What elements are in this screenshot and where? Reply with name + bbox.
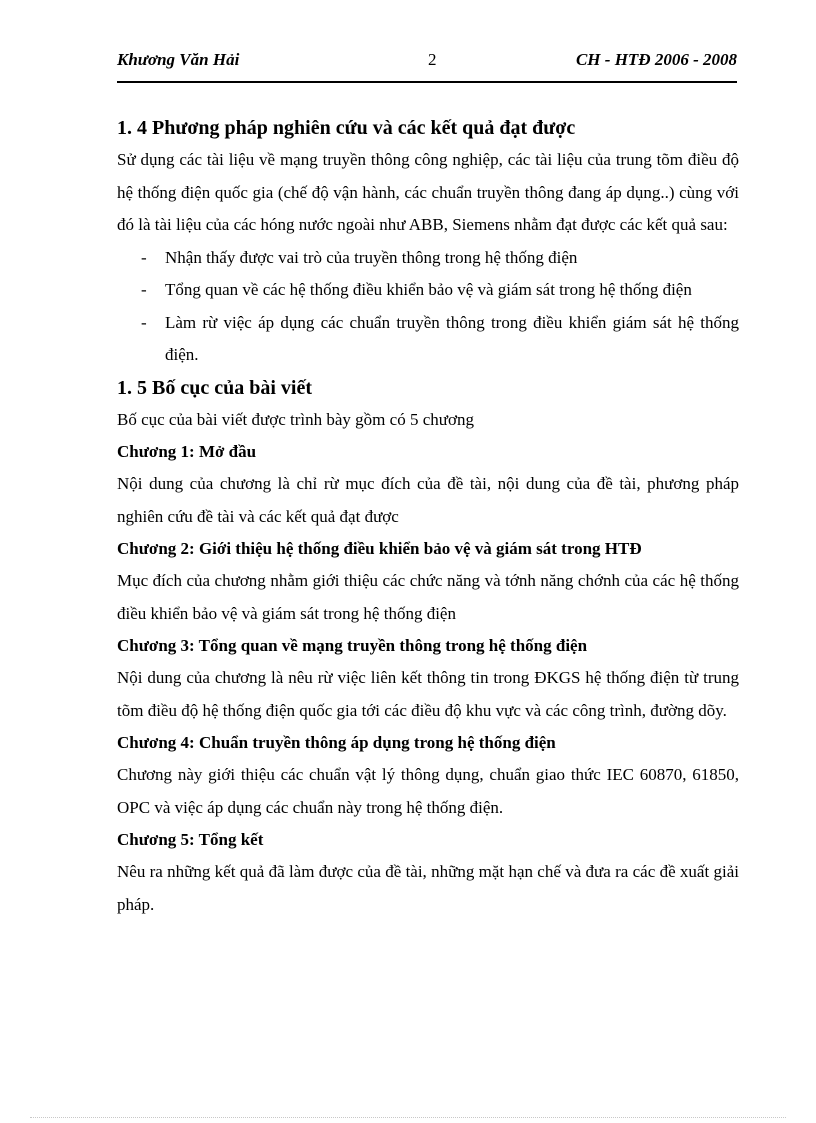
header-author: Khương Văn Hải	[117, 50, 240, 69]
page-header	[117, 46, 737, 76]
chapter-1-title: Chương 1: Mở đầu	[117, 442, 257, 461]
chapter-2-text: Mục đích của chương nhằm giới thiệu các chức năng và tớnh năng chớnh của các hệ thống điều khiển bảo vệ và giám sát trong hệ thống điện	[117, 571, 739, 623]
list-item	[117, 307, 739, 372]
header-course: CH - HTĐ 2006 - 2008	[575, 50, 737, 69]
results-list	[117, 242, 739, 372]
page-bottom-border	[30, 1117, 786, 1118]
list-item	[117, 242, 739, 275]
chapter-5-text: Nêu ra những kết quả đã làm được của đề tài, những mặt hạn chế và đưa ra các đề xuất giải pháp.	[117, 862, 739, 914]
list-item-text: Làm rừ việc áp dụng các chuẩn truyền thông trong điều khiển giám sát hệ thống điện.	[165, 312, 739, 364]
chapter-3-title: Chương 3: Tổng quan về mạng truyền thông trong hệ thống điện	[117, 636, 588, 655]
chapter-4-text: Chương này giới thiệu các chuẩn vật lý thông dụng, chuẩn giao thức IEC 60870, 61850, OPC và việc áp dụng các chuẩn này trong hệ thống điện.	[117, 765, 739, 817]
list-item	[117, 274, 739, 307]
section-1-4-intro: Sử dụng các tài liệu về mạng truyền thông công nghiệp, các tài liệu của trung tõm điều độ hệ thống điện quốc gia (chế độ vận hành, các chuẩn truyền thông đang áp dụng..) cùng với đó là tài liệu của các hóng nước ngoài như ABB, Siemens nhằm đạt được các kết quả sau:	[117, 150, 739, 234]
chapter-3-text: Nội dung của chương là nêu rừ việc liên kết thông tin trong ĐKGS hệ thống điện từ trung tõm điều độ hệ thống điện quốc gia tới các điều độ khu vực và các công trình, đường dõy.	[117, 668, 739, 720]
section-1-5-title: 1. 5 Bố cục của bài viết	[117, 376, 312, 399]
bullet-marker: -	[141, 247, 147, 267]
chapter-5-title: Chương 5: Tổng kết	[117, 830, 264, 849]
chapter-1-text: Nội dung của chương là chỉ rừ mục đích của đề tài, nội dung của đề tài, phương pháp nghiên cứu đề tài và các kết quả đạt được	[117, 474, 739, 526]
page-number: 2	[428, 50, 437, 69]
section-1-5-intro: Bố cục của bài viết được trình bày gồm có 5 chương	[117, 409, 474, 429]
bullet-marker: -	[141, 280, 147, 299]
document-body	[117, 112, 739, 921]
bullet-marker: -	[141, 312, 147, 332]
chapter-4-title: Chương 4: Chuẩn truyền thông áp dụng trong hệ thống điện	[117, 733, 556, 752]
chapter-2-title: Chương 2: Giới thiệu hệ thống điều khiển bảo vệ và giám sát trong HTĐ	[117, 539, 642, 558]
list-item-text: Nhận thấy được vai trò của truyền thông trong hệ thống điện	[165, 247, 578, 267]
list-item-text: Tổng quan về các hệ thống điều khiển bảo vệ và giám sát trong hệ thống điện	[165, 280, 692, 299]
header-divider	[117, 81, 737, 83]
section-1-4-title: 1. 4 Phương pháp nghiên cứu và các kết quả đạt được	[117, 117, 576, 139]
